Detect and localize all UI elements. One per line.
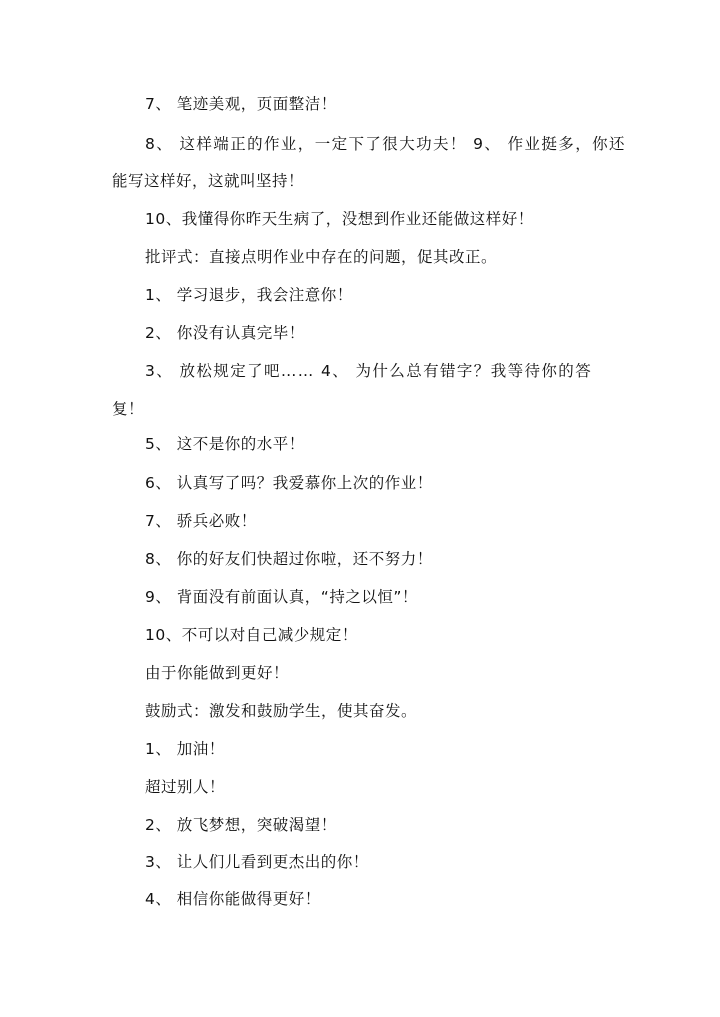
section-heading: 鼓励式：激发和鼓励学生，使其奋发。 [145, 702, 418, 720]
text-line: 7、 骄兵必败！ [145, 512, 257, 530]
text-line: 由于你能做到更好！ [145, 664, 290, 682]
text-line: 复！ [112, 400, 145, 418]
text-line: 3、 放松规定了吧…… 4、 为什么总有错字？我等待你的答 [145, 362, 593, 380]
text-line: 超过别人！ [145, 778, 226, 796]
text-line: 1、 学习退步，我会注意你！ [145, 286, 353, 304]
text-line: 2、 放飞梦想，突破渴望！ [145, 816, 337, 834]
text-line: 9、 背面没有前面认真，“持之以恒”！ [145, 588, 418, 606]
text-line: 6、 认真写了吗？我爱慕你上次的作业！ [145, 474, 433, 492]
text-line: 8、 你的好友们快超过你啦，还不努力！ [145, 550, 433, 568]
section-heading: 批评式：直接点明作业中存在的问题，促其改正。 [145, 248, 498, 266]
text-line: 8、 这样端正的作业，一定下了很大功夫！ 9、 作业挺多，你还 [145, 135, 626, 153]
text-line: 10、不可以对自己减少规定！ [145, 626, 358, 644]
text-line: 3、 让人们儿看到更杰出的你！ [145, 853, 369, 871]
text-line: 1、 加油！ [145, 740, 225, 758]
text-line: 5、 这不是你的水平！ [145, 435, 305, 453]
text-line: 2、 你没有认真完毕！ [145, 324, 305, 342]
text-line: 4、 相信你能做得更好！ [145, 890, 321, 908]
text-line: 10、我懂得你昨天生病了，没想到作业还能做这样好！ [145, 210, 534, 228]
text-line: 能写这样好，这就叫坚持！ [112, 172, 305, 190]
text-line: 7、 笔迹美观，页面整洁！ [145, 95, 337, 113]
